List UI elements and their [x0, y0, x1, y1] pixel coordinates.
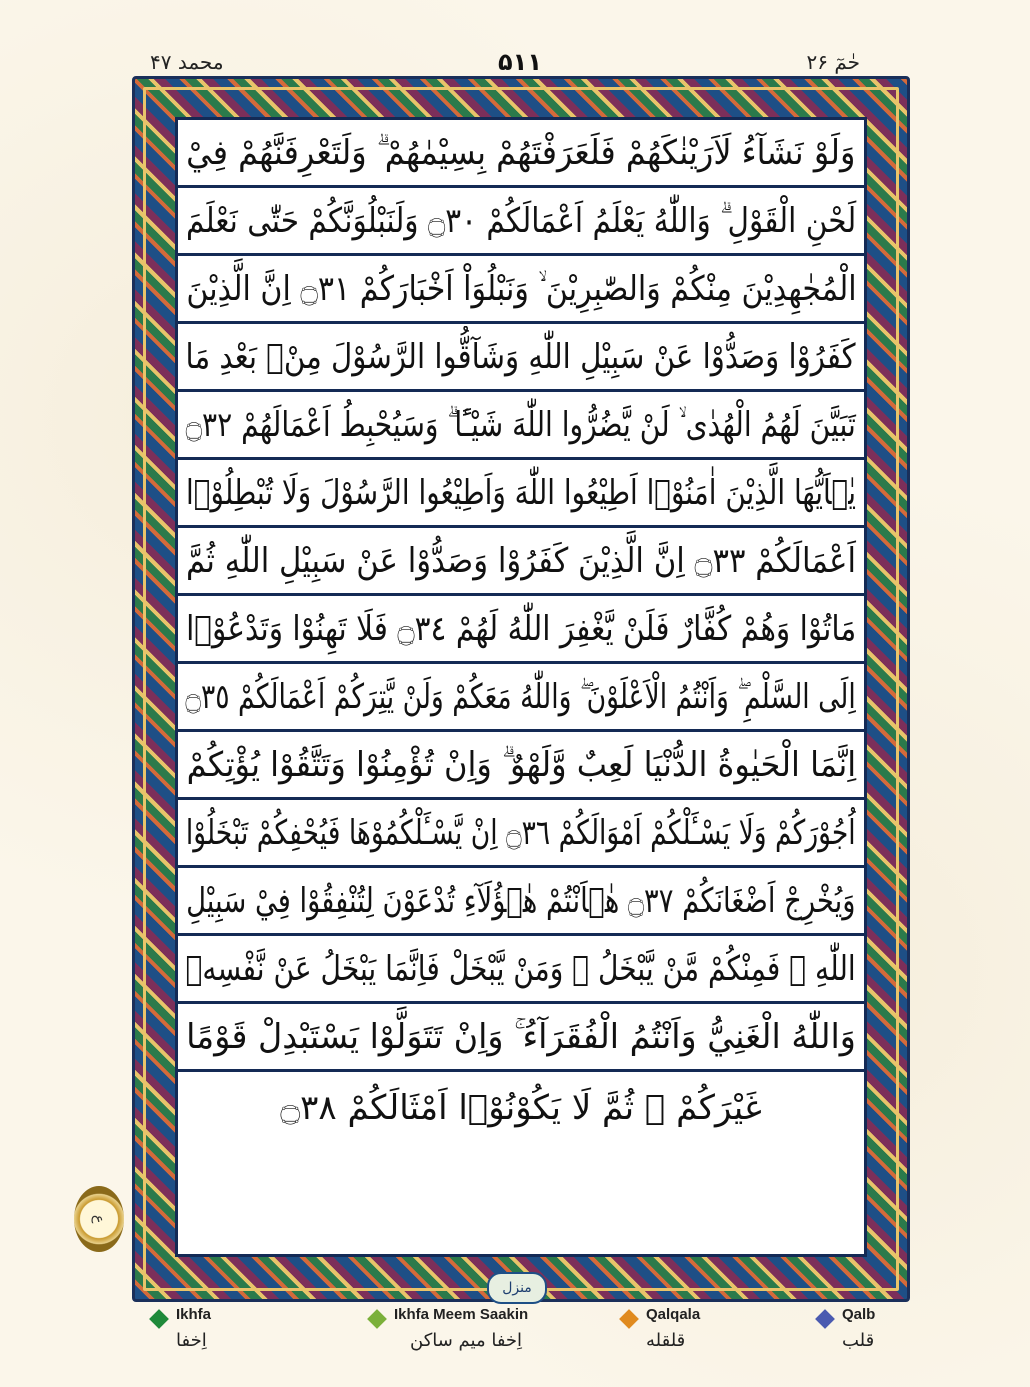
legend-label-en: Qalb — [842, 1306, 876, 1323]
text-line — [178, 664, 864, 732]
legend-label-ar: قلب — [842, 1330, 875, 1351]
line-text: اَعْمَالَكُمْ ۝٣٣ اِنَّ الَّذِيْنَ كَفَرُوْا وَصَدُّوْا عَنْ سَبِيْلِ اللّٰهِ ثُمَّ — [185, 541, 856, 581]
ruku-marker-badge: ع — [74, 1186, 124, 1252]
text-line — [178, 596, 864, 664]
diamond-icon — [619, 1309, 639, 1329]
line-text: غَيْرَكُمْ ۙ ثُمَّ لَا يَكُوْنُوْۤا اَمْثَالَكُمْ ۝٣٨ — [280, 1088, 762, 1128]
text-line — [178, 120, 864, 188]
line-text: تَبَيَّنَ لَهُمُ الْهُدٰى ۙ لَنْ يَّضُرُّوا اللّٰهَ شَيْـًٔا ۗ وَسَيُحْبِطُ اَعْمَالَهُمْ ۝٣٢ — [185, 405, 857, 445]
surah-name: محمد ۴۷ — [150, 50, 224, 74]
line-text: اُجُوْرَكُمْ وَلَا يَسْـَٔلْكُمْ اَمْوَالَكُمْ ۝٣٦ اِنْ يَّسْـَٔلْكُمُوْهَا فَيُحْفِكُمْ تَبْخَلُوْا — [186, 813, 856, 853]
manzil-badge: منزل — [487, 1272, 547, 1304]
ornamental-border — [132, 76, 910, 1302]
text-line — [178, 324, 864, 392]
line-text: يٰۤاَيُّهَا الَّذِيْنَ اٰمَنُوْۤا اَطِيْعُوا اللّٰهَ وَاَطِيْعُوا الرَّسُوْلَ وَلَا تُبْطِلُوْۤا — [186, 472, 856, 513]
line-text: مَاتُوْا وَهُمْ كُفَّارٌ فَلَنْ يَّغْفِرَ اللّٰهُ لَهُمْ ۝٣٤ فَلَا تَهِنُوْا وَتَدْعُوْۤا — [185, 609, 857, 649]
text-line — [178, 256, 864, 324]
tajweed-legend — [0, 1306, 1030, 1376]
line-text: اِنَّمَا الْحَيٰوةُ الدُّنْيَا لَعِبٌ وَّلَهْوٌ ۗ وَاِنْ تُؤْمِنُوْا وَتَتَّقُوْا يُؤْتِكُمْ — [186, 744, 856, 785]
line-text: اللّٰهِ ۚ فَمِنْكُمْ مَّنْ يَّبْخَلُ ۚ وَمَنْ يَّبْخَلْ فَاِنَّمَا يَبْخَلُ عَنْ نَّفْسِهٖ — [185, 948, 857, 989]
text-line — [178, 800, 864, 868]
text-line — [178, 936, 864, 1004]
text-line — [178, 732, 864, 800]
text-line — [178, 460, 864, 528]
text-line — [178, 392, 864, 460]
line-text: وَلَوْ نَشَآءُ لَاَرَيْنٰكَهُمْ فَلَعَرَفْتَهُمْ بِسِيْمٰهُمْ ۗ وَلَتَعْرِفَنَّهُمْ فِيْ — [186, 132, 856, 173]
line-text: لَحْنِ الْقَوْلِ ۗ وَاللّٰهُ يَعْلَمُ اَعْمَالَكُمْ ۝٣٠ وَلَنَبْلُوَنَّكُمْ حَتّٰى نَعْلَمَ — [185, 201, 857, 241]
line-text: وَاللّٰهُ الْغَنِيُّ وَاَنْتُمُ الْفُقَرَآءُ ۚ وَاِنْ تَتَوَلَّوْا يَسْتَبْدِلْ قَوْمًا — [186, 1016, 856, 1057]
legend-label-ar: قلقله — [646, 1330, 686, 1351]
diamond-icon — [815, 1309, 835, 1329]
line-text: وَيُخْرِجْ اَضْغَانَكُمْ ۝٣٧ هٰۤاَنْتُمْ هٰۤؤُلَآءِ تُدْعَوْنَ لِتُنْفِقُوْا فِيْ سَبِيْلِ — [186, 881, 856, 921]
legend-label-en: Ikhfa Meem Saakin — [394, 1306, 529, 1323]
line-text: الْمُجٰهِدِيْنَ مِنْكُمْ وَالصّٰبِرِيْنَ ۙ وَنَبْلُوَاْ اَخْبَارَكُمْ ۝٣١ اِنَّ الَّذِيْنَ — [185, 269, 857, 309]
text-line — [178, 1072, 864, 1143]
text-line — [178, 868, 864, 936]
legend-label-ar: اِخفا میم ساکن — [410, 1330, 523, 1351]
juz-name: حٰمٓ ۲۶ — [806, 50, 860, 74]
legend-label-en: Ikhfa — [176, 1306, 212, 1323]
diamond-icon — [149, 1309, 169, 1329]
legend-label-ar: اِخفا — [176, 1330, 207, 1351]
line-text: كَفَرُوْا وَصَدُّوْا عَنْ سَبِيْلِ اللّٰهِ وَشَآقُّوا الرَّسُوْلَ مِنْۢ بَعْدِ مَا — [185, 336, 857, 377]
diamond-icon — [367, 1309, 387, 1329]
text-panel — [175, 117, 867, 1257]
legend-label-en: Qalqala — [646, 1306, 701, 1323]
text-line — [178, 1004, 864, 1072]
text-line — [178, 188, 864, 256]
line-text: اِلَى السَّلْمِ ۖ وَاَنْتُمُ الْاَعْلَوْنَ ۖ وَاللّٰهُ مَعَكُمْ وَلَنْ يَّتِرَكُمْ اَعْمَالَكُمْ ۝٣٥ — [185, 677, 857, 717]
text-line — [178, 528, 864, 596]
page-number: ۵۱۱ — [498, 48, 542, 76]
